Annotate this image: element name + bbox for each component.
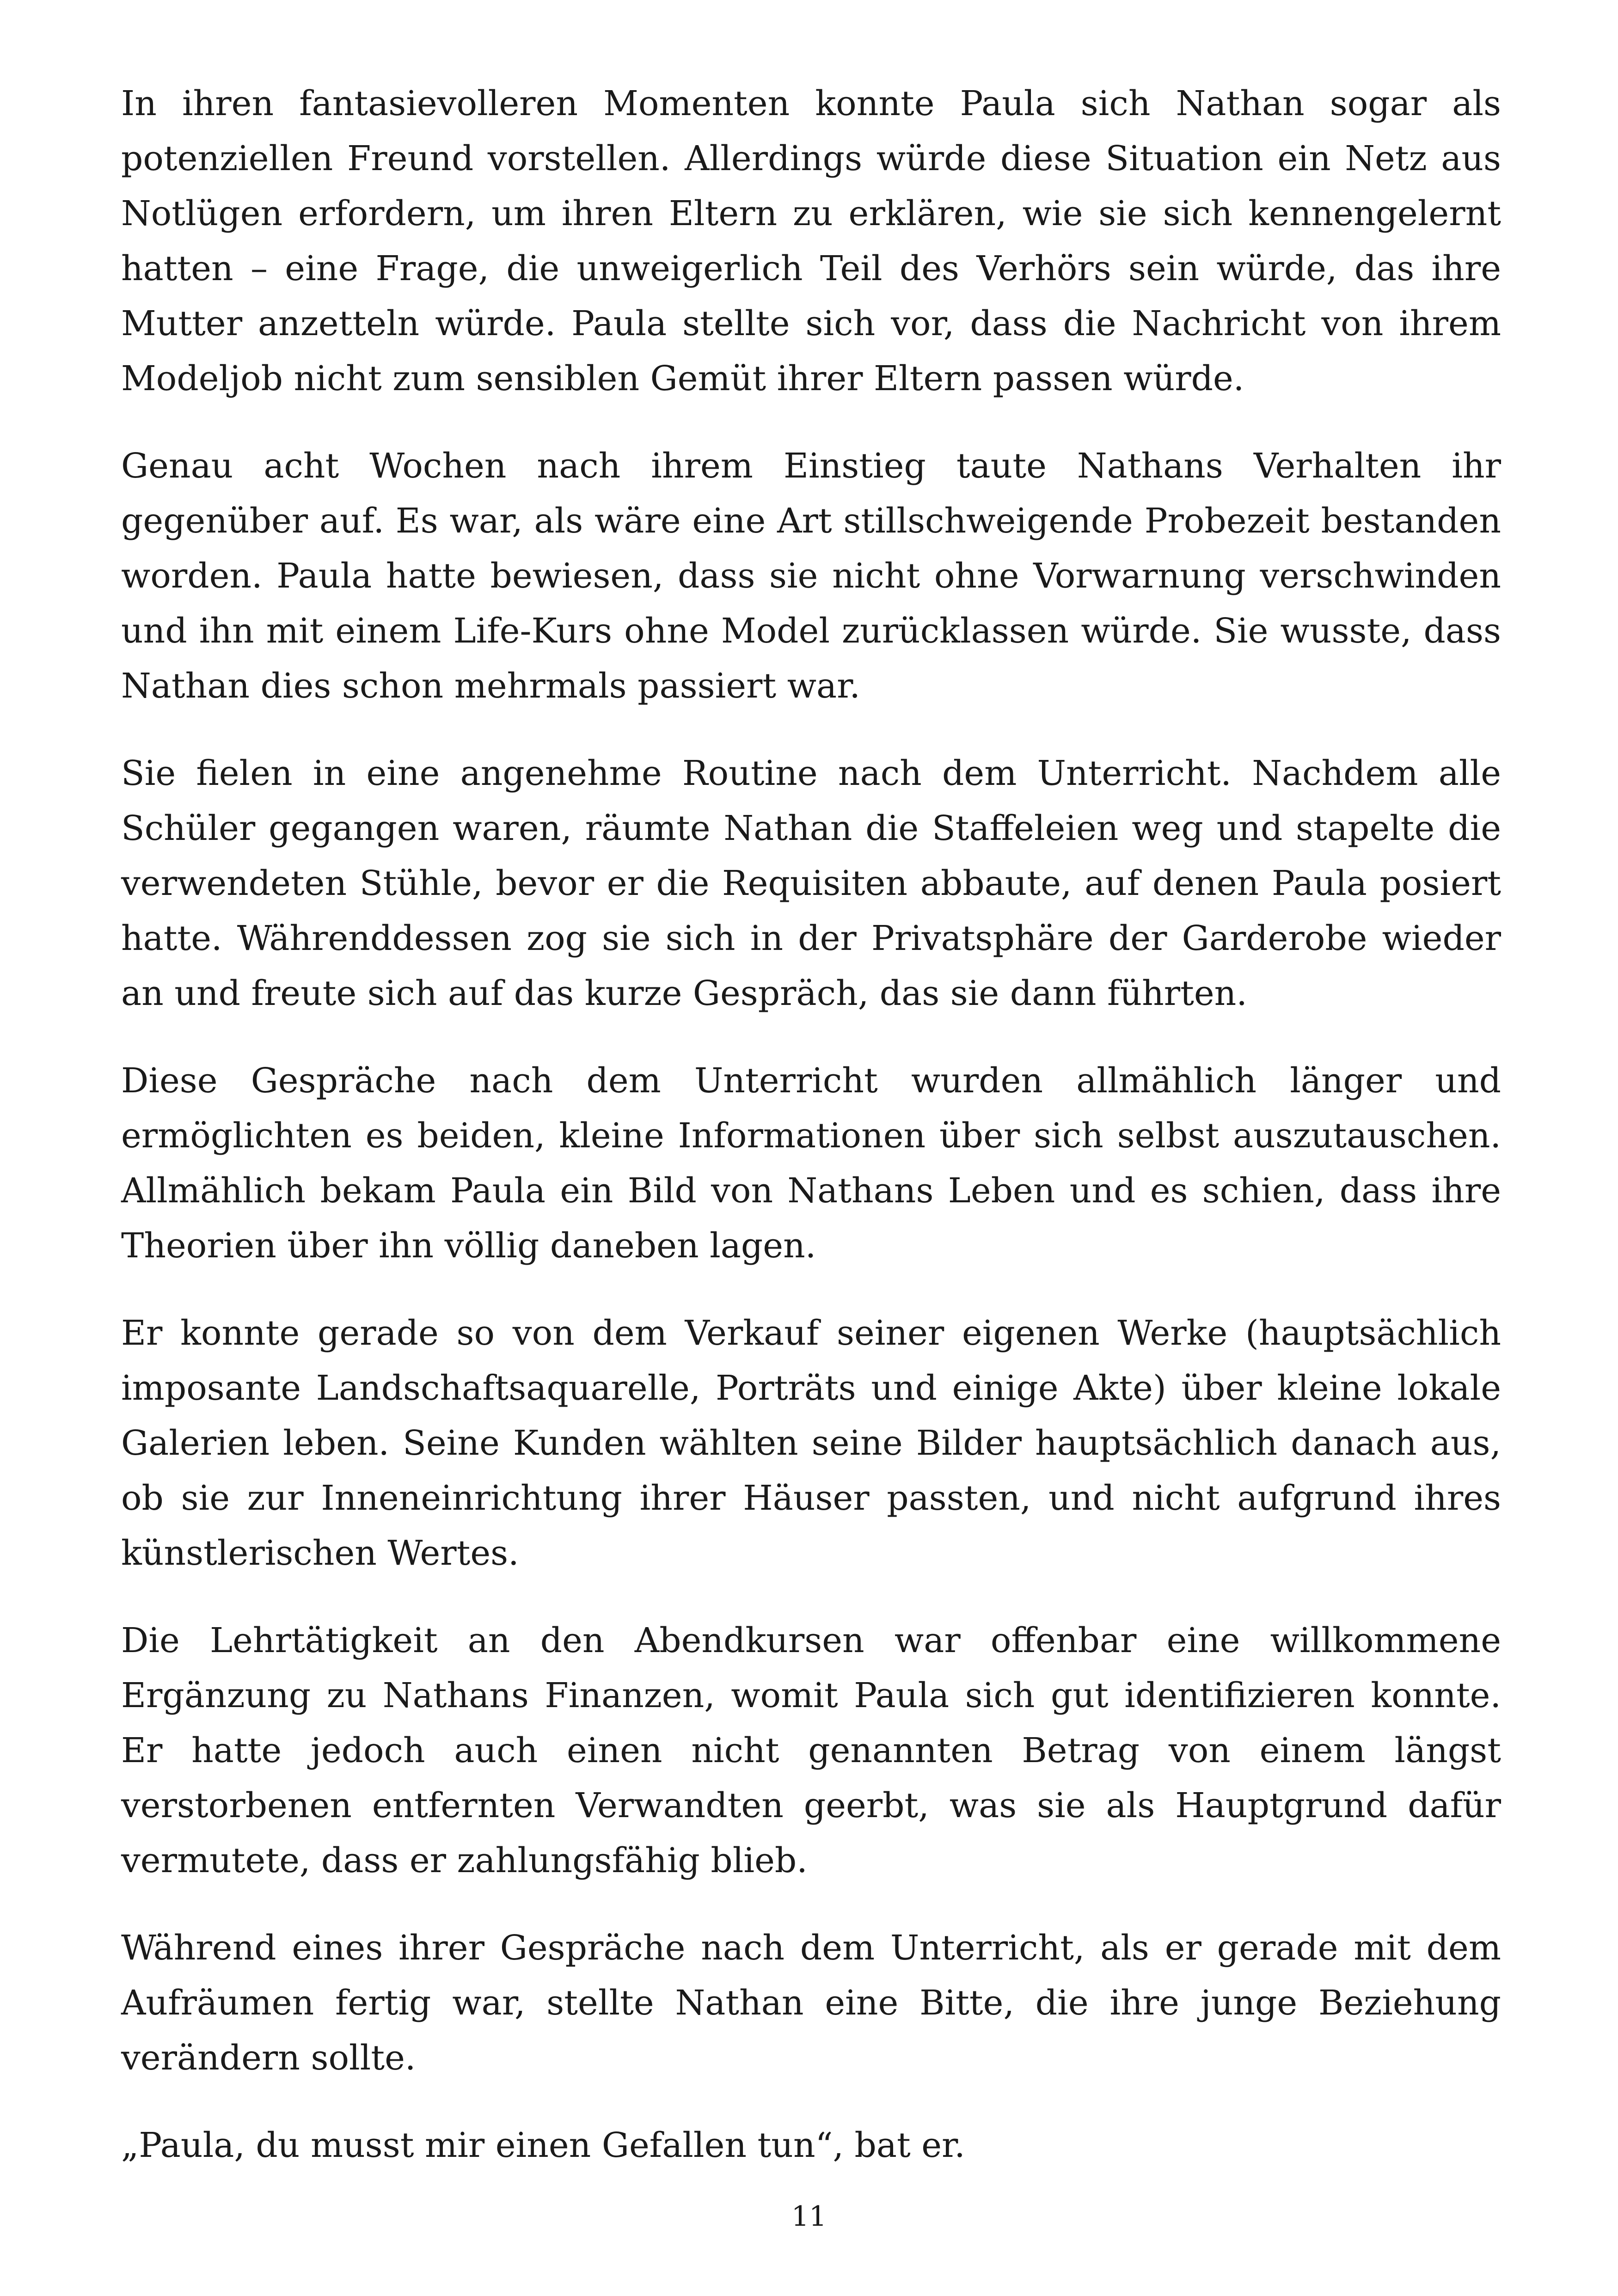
page-number: 11 — [791, 2200, 827, 2233]
paragraph: „Paula, du musst mir einen Gefallen tun“, bat er. — [121, 2125, 965, 2165]
body-text — [121, 76, 1501, 2173]
paragraph: Genau acht Wochen nach ihrem Einstieg taute Nathans Verhalten ihr gegenüber auf. Es war, als wäre eine Art stillschweigende Probezeit bestanden worden. Paula hatte bewiesen, dass sie nicht ohne Vorwarnung verschwinden und ihn mit einem Life-Kurs ohne Model zurücklassen würde. Sie wusste, dass Nathan dies schon mehrmals passiert war. — [121, 446, 1501, 706]
paragraph: Er konnte gerade so von dem Verkauf seiner eigenen Werke (hauptsächlich imposante Landschaftsaquarelle, Porträts und einige Akte) über kleine lokale Galerien leben. Seine Kunden wählten seine Bilder hauptsächlich danach aus, ob sie zur Inneneinrichtung ihrer Häuser passten, und nicht aufgrund ihres künstlerischen Wertes. — [121, 1313, 1501, 1573]
paragraph: Während eines ihrer Gespräche nach dem Unterricht, als er gerade mit dem Aufräumen fertig war, stellte Nathan eine Bitte, die ihre junge Beziehung verändern sollte. — [121, 1928, 1501, 2078]
paragraph: Die Lehrtätigkeit an den Abendkursen war offenbar eine willkommene Ergänzung zu Nathans Finanzen, womit Paula sich gut identifizieren konnte. Er hatte jedoch auch einen nicht genannten Betrag von einem längst verstorbenen entfernten Verwandten geerbt, was sie als Hauptgrund dafür vermutete, dass er zahlungsfähig blieb. — [121, 1621, 1501, 1880]
paragraph: In ihren fantasievolleren Momenten konnte Paula sich Nathan sogar als potenziellen Freund vorstellen. Allerdings würde diese Situation ein Netz aus Notlügen erfordern, um ihren Eltern zu erklären, wie sie sich kennengelernt hatten – eine Frage, die unweigerlich Teil des Verhörs sein würde, das ihre Mutter anzetteln würde. Paula stellte sich vor, dass die Nachricht von ihrem Modeljob nicht zum sensiblen Gemüt ihrer Eltern passen würde. — [121, 84, 1501, 398]
paragraph: Diese Gespräche nach dem Unterricht wurden allmählich länger und ermöglichten es beiden, kleine Informationen über sich selbst auszutauschen. Allmählich bekam Paula ein Bild von Nathans Leben und es schien, dass ihre Theorien über ihn völlig daneben lagen. — [121, 1061, 1501, 1266]
paragraph: Sie fielen in eine angenehme Routine nach dem Unterricht. Nachdem alle Schüler gegangen waren, räumte Nathan die Staffeleien weg und stapelte die verwendeten Stühle, bevor er die Requisiten abbaute, auf denen Paula posiert hatte. Währenddessen zog sie sich in der Privatsphäre der Garderobe wieder an und freute sich auf das kurze Gespräch, das sie dann führten. — [121, 753, 1501, 1013]
